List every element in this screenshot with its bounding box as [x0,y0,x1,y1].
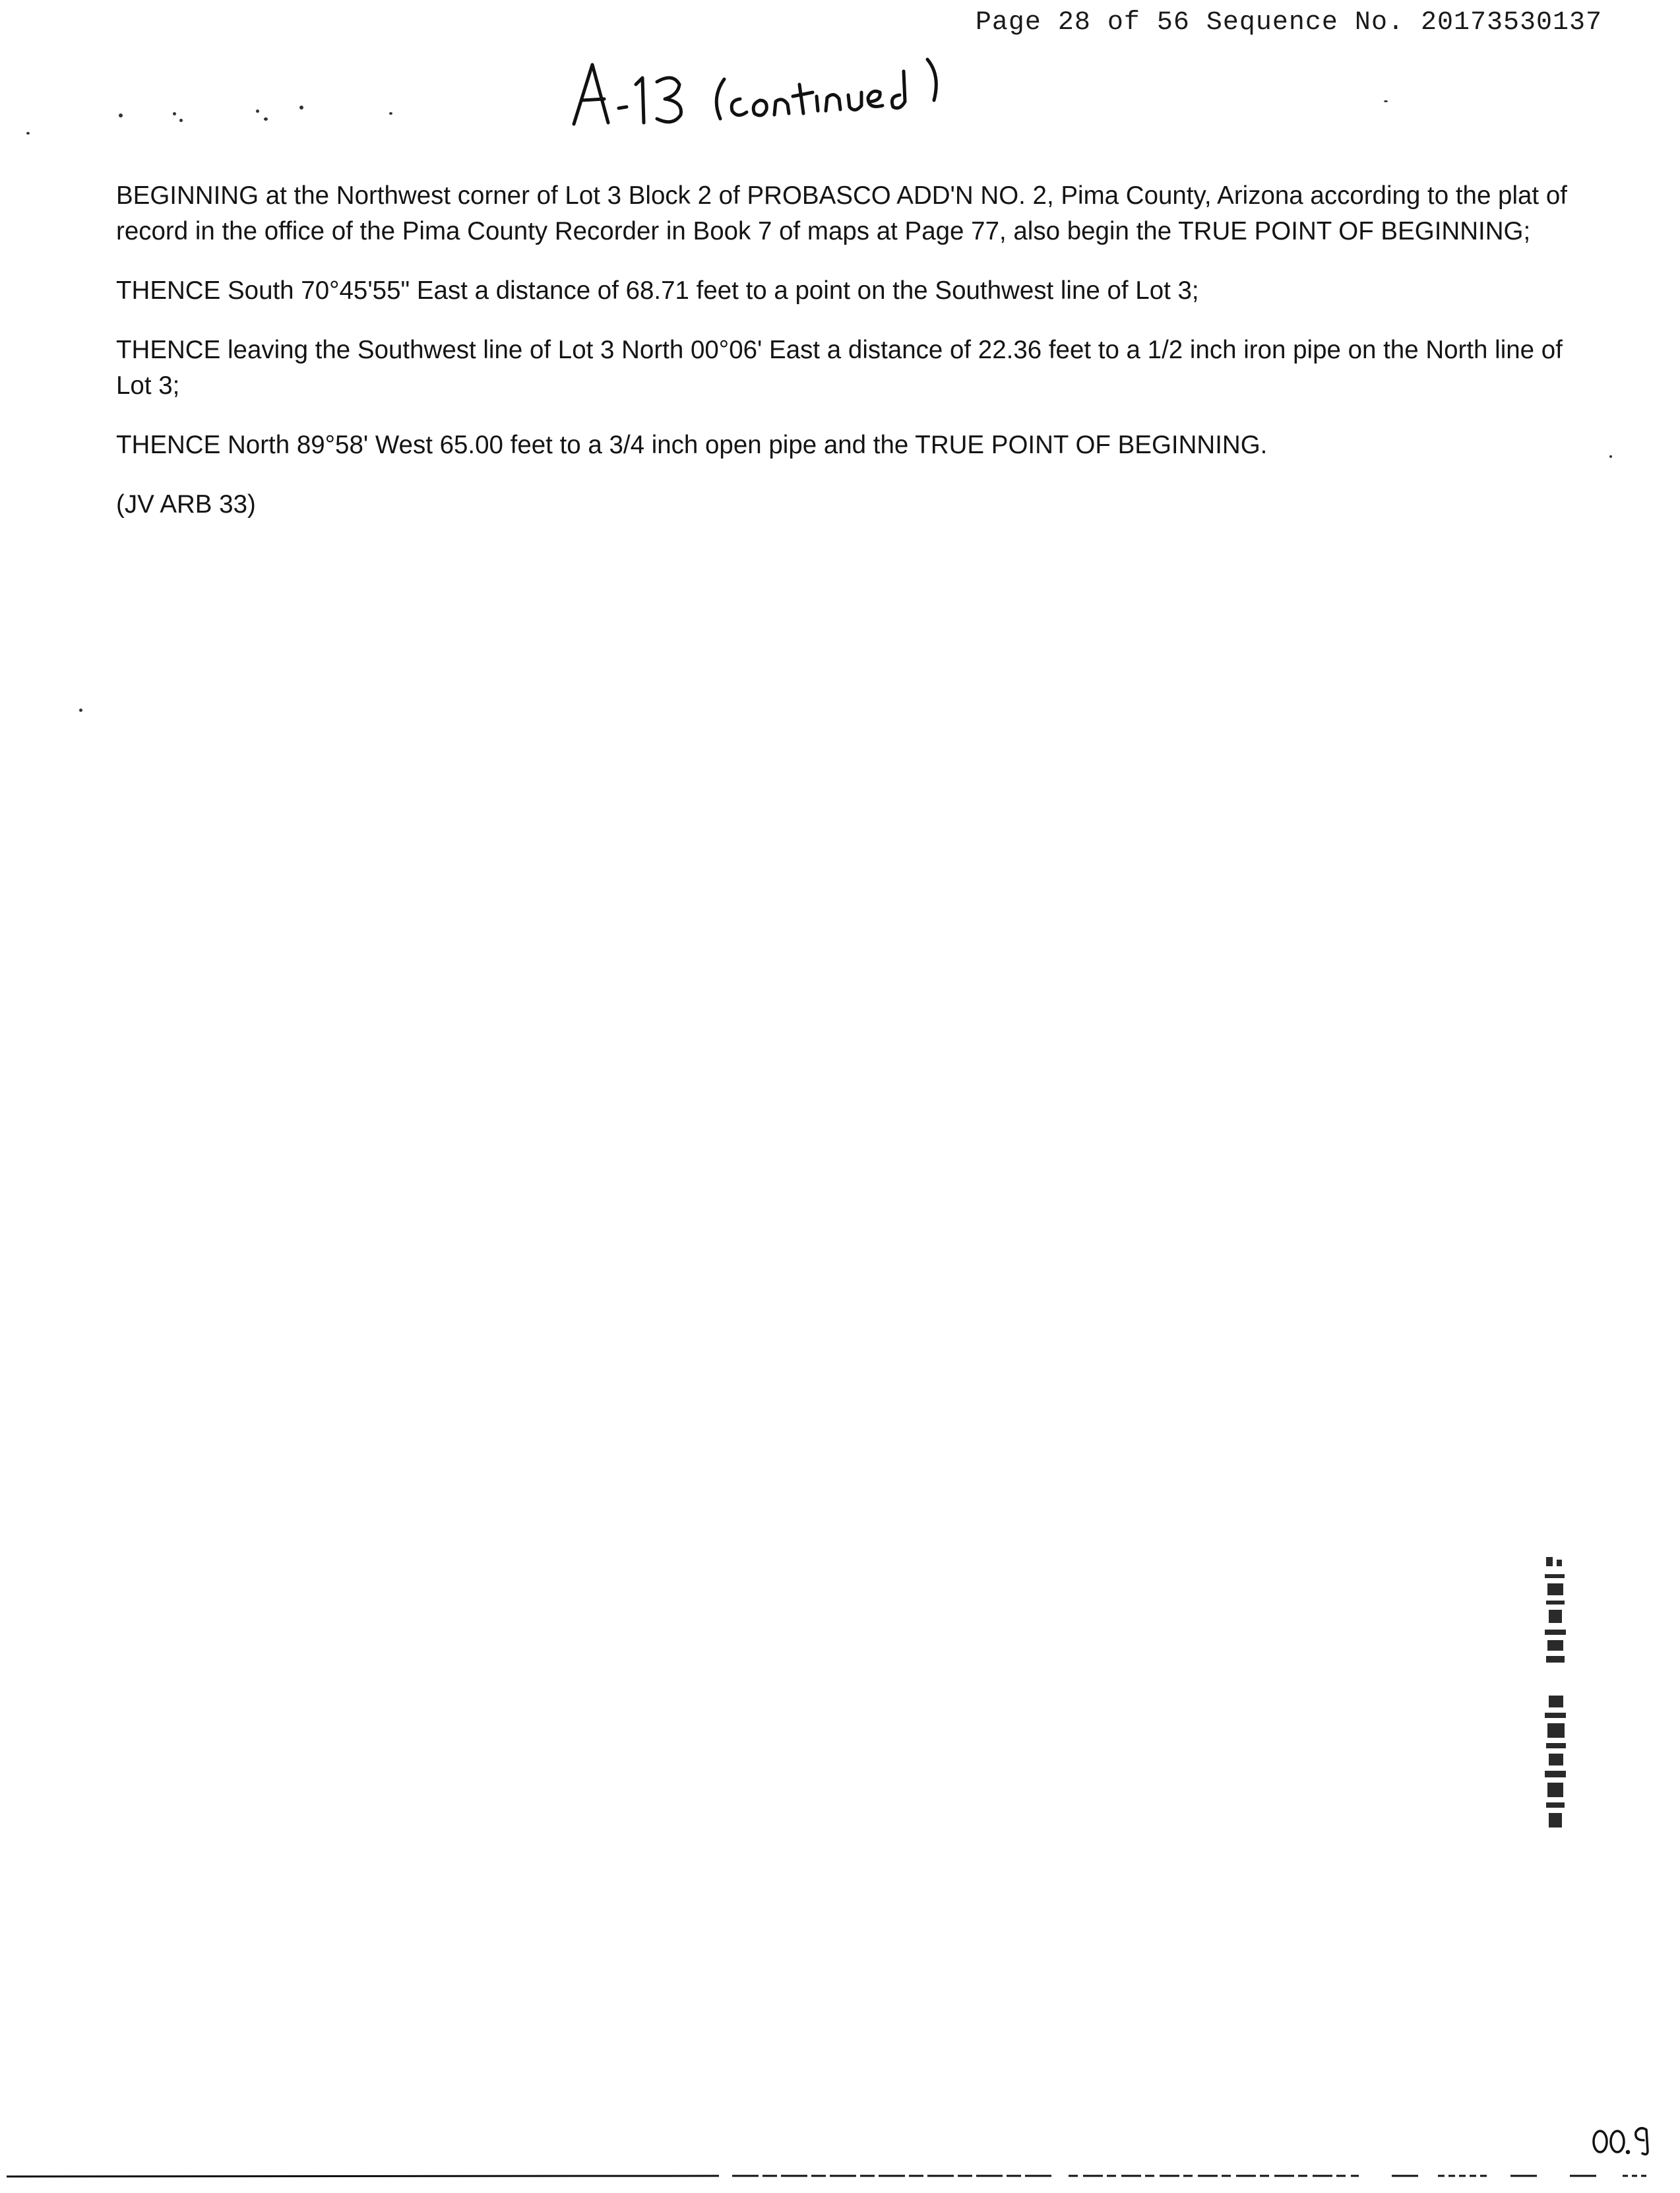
legal-paragraph-course-2: THENCE leaving the Southwest line of Lot 3 North 00°06' East a distance of 22.36 feet to a 1/2 inch iron pipe on the North line of Lot 3; [116,336,1563,400]
scan-speck [1609,455,1612,458]
scan-speck [299,106,303,110]
scan-speck [389,112,392,115]
legal-paragraph-beginning: BEGINNING at the Northwest corner of Lot 3 Block 2 of PROBASCO ADD'N NO. 2, Pima County, Arizona according to the plat of record in the office of the Pima County Recorder in Book 7 of maps at Page 77, also begin the TRUE POINT OF BEGINNING; [116,181,1567,245]
legal-reference: (JV ARB 33) [116,490,256,519]
recorder-side-stamp [1537,1557,1574,1834]
handwritten-annotation [567,45,1029,144]
bottom-scan-rule [0,2171,1680,2177]
scan-speck [179,119,183,122]
scan-speck [264,117,268,121]
legal-description [116,178,1580,546]
scan-speck [1384,100,1388,102]
scan-speck [119,113,123,117]
scan-speck [79,709,82,712]
legal-paragraph-course-3: THENCE North 89°58' West 65.00 feet to a 3/4 inch open pipe and the TRUE POINT OF BEGINNING. [116,431,1268,459]
scan-speck [26,132,30,135]
scan-speck [256,110,259,113]
handwritten-page-mark [1590,2118,1656,2157]
scan-speck [173,112,176,115]
legal-paragraph-course-1: THENCE South 70°45'55" East a distance of 68.71 feet to a point on the Southwest line of Lot 3; [116,276,1199,305]
page-sequence-header: Page 28 of 56 Sequence No. 20173530137 [975,8,1602,38]
